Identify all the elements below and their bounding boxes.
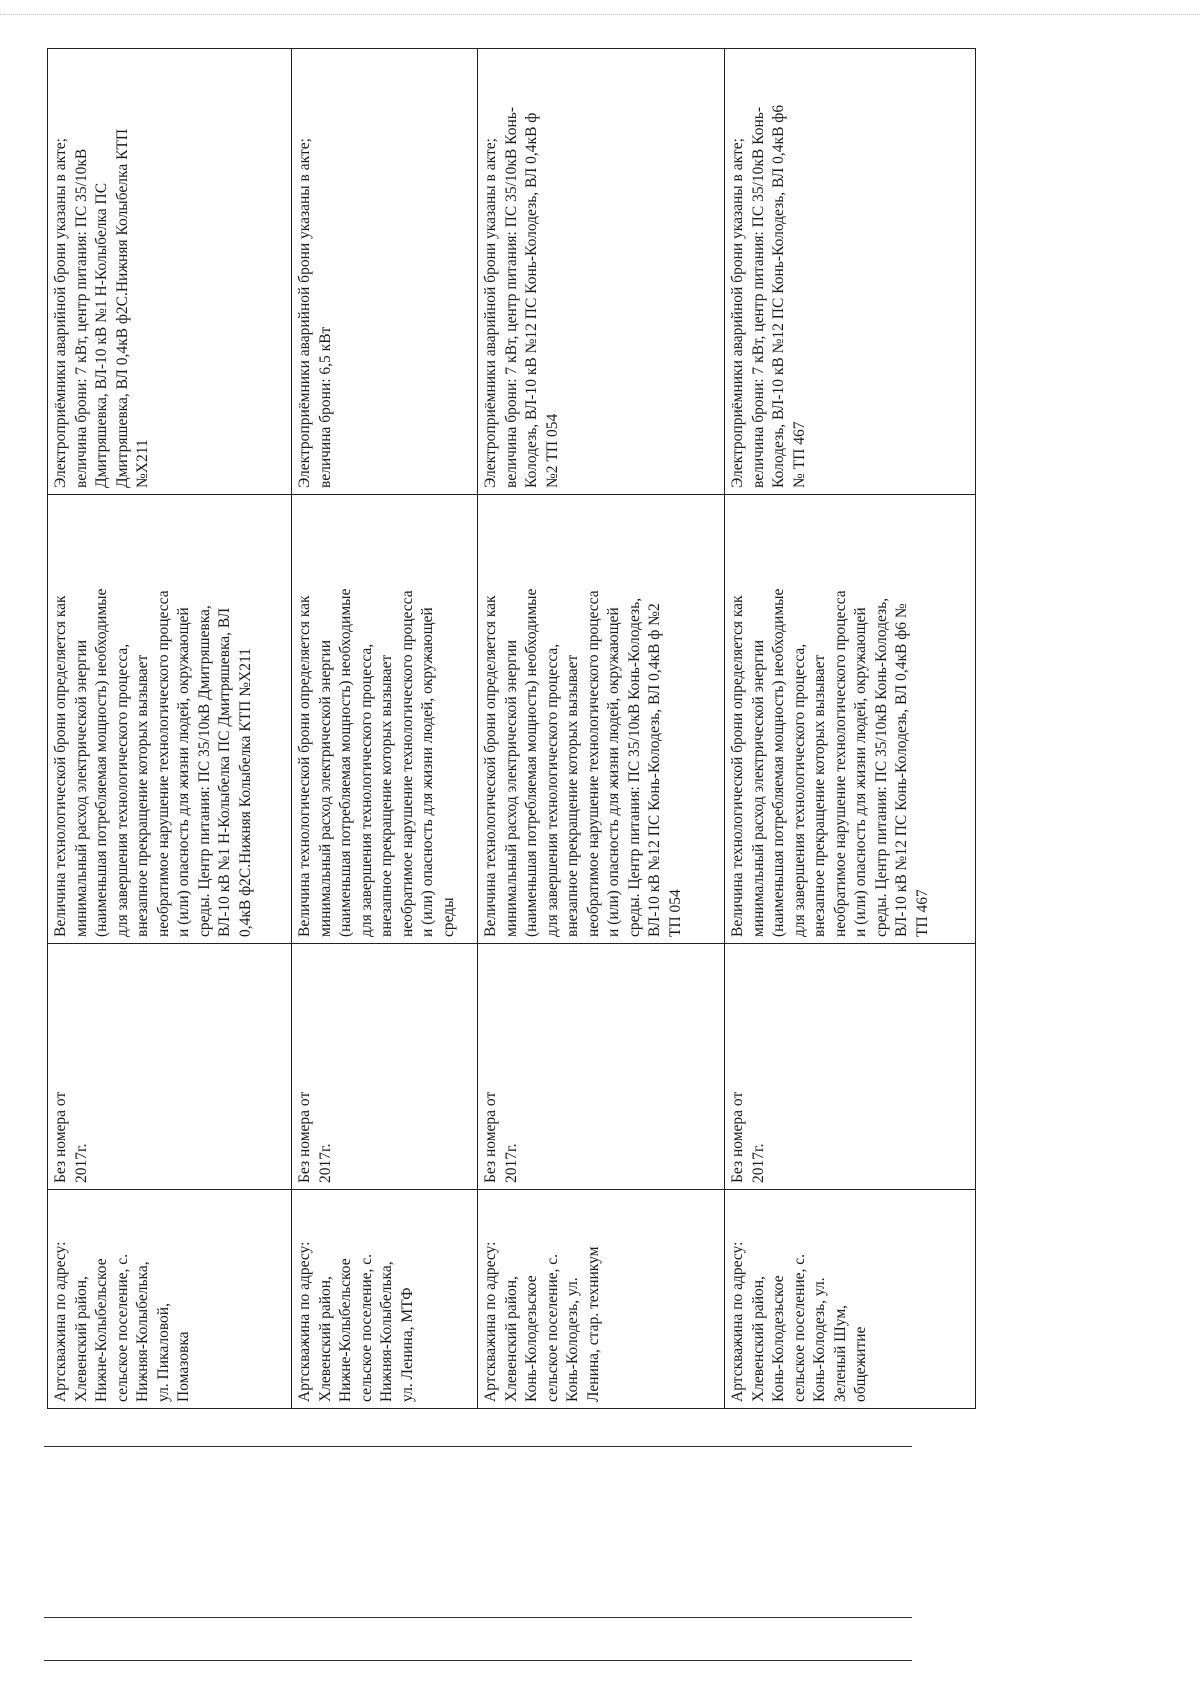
object-address-cell: Артскважина по адресу: Хлевенский район, Конь-Колодезьское сельское поселение, с. Конь-Колодезь, ул. Ленина, стар. техникум (478, 1190, 725, 1409)
table-row (478, 49, 725, 1409)
table-row (292, 49, 478, 1409)
horizontal-rule (44, 1617, 912, 1618)
act-number-cell: Без номера от 2017г. (292, 944, 478, 1190)
table-row (48, 49, 292, 1409)
emergency-reserve-table (47, 48, 976, 1409)
technological-reserve-cell: Величина технологической брони определяется как минимальный расход электрической энергии (наименьшая потребляемая мощность) необходимые для завершения технологического процесса, внезапное прекращение которых вызывает необратимое нарушение технологического процесса и (или) опасность для жизни людей, окружающей среды. Центр питания: ПС 35/10кВ Дмитряшевка, ВЛ-10 кВ №1 Н-Колыбелка ПС Дмитряшевка, ВЛ 0,4кВ ф2С.Нижняя Колыбелка КТП №Х211 (48, 495, 292, 944)
act-number-cell: Без номера от 2017г. (478, 944, 725, 1190)
horizontal-rule (44, 1660, 912, 1661)
rotated-table-wrapper (47, 49, 976, 1409)
emergency-reserve-cell: Электроприёмники аварийной брони указаны в акте; величина брони: 6,5 кВт (292, 49, 478, 495)
technological-reserve-cell: Величина технологической брони определяется как минимальный расход электрической энергии (наименьшая потребляемая мощность) необходимые для завершения технологического процесса, внезапное прекращение которых вызывает необратимое нарушение технологического процесса и (или) опасность для жизни людей, окружающей среды. Центр питания: ПС 35/10кВ Конь-Колодезь, ВЛ-10 кВ №12 ПС Конь-Колодезь, ВЛ 0,4кВ ф №2 ТП 054 (478, 495, 725, 944)
act-number-cell: Без номера от 2017г. (48, 944, 292, 1190)
table-row (725, 49, 976, 1409)
scan-edge-line (0, 14, 1200, 15)
emergency-reserve-cell: Электроприёмники аварийной брони указаны в акте; величина брони: 7 кВт, центр питания: ПС 35/10кВ Конь- Колодезь, ВЛ-10 кВ №12 ПС Конь-Колодезь, ВЛ 0,4кВ ф6 № ТП 467 (725, 49, 976, 495)
object-address-cell: Артскважина по адресу: Хлевенский район, Нижне-Колыбельское сельское поселение, с. Нижняя-Колыбелька, ул. Пикаловой, Помазовка (48, 1190, 292, 1409)
emergency-reserve-cell: Электроприёмники аварийной брони указаны в акте; величина брони: 7 кВт, центр питания: ПС 35/10кВ Дмитряшевка, ВЛ-10 кВ №1 Н-Колыбелка ПС Дмитряшевка, ВЛ 0,4кВ ф2С.Нижняя Колыбелка КТП №Х211 (48, 49, 292, 495)
emergency-reserve-cell: Электроприёмники аварийной брони указаны в акте; величина брони: 7 кВт, центр питания: ПС 35/10кВ Конь- Колодезь, ВЛ-10 кВ №12 ПС Конь-Колодезь, ВЛ 0,4кВ ф №2 ТП 054 (478, 49, 725, 495)
technological-reserve-cell: Величина технологической брони определяется как минимальный расход электрической энергии (наименьшая потребляемая мощность) необходимые для завершения технологического процесса, внезапное прекращение которых вызывает необратимое нарушение технологического процесса и (или) опасность для жизни людей, окружающей среды. Центр питания: ПС 35/10кВ Конь-Колодезь, ВЛ-10 кВ №12 ПС Конь-Колодезь, ВЛ 0,4кВ ф6 № ТП 467 (725, 495, 976, 944)
technological-reserve-cell: Величина технологической брони определяется как минимальный расход электрической энергии (наименьшая потребляемая мощность) необходимые для завершения технологического процесса, внезапное прекращение которых вызывает необратимое нарушение технологического процесса и (или) опасность для жизни людей, окружающей среды (292, 495, 478, 944)
act-number-cell: Без номера от 2017г. (725, 944, 976, 1190)
horizontal-rule (44, 1446, 912, 1447)
object-address-cell: Артскважина по адресу: Хлевенский район, Конь-Колодезьское сельское поселение, с. Конь-Колодезь, ул. Зеленый Шум, общежитие (725, 1190, 976, 1409)
object-address-cell: Артскважина по адресу: Хлевенский район, Нижне-Колыбельское сельское поселение, с. Нижняя-Колыбелька, ул. Ленина, МТФ (292, 1190, 478, 1409)
